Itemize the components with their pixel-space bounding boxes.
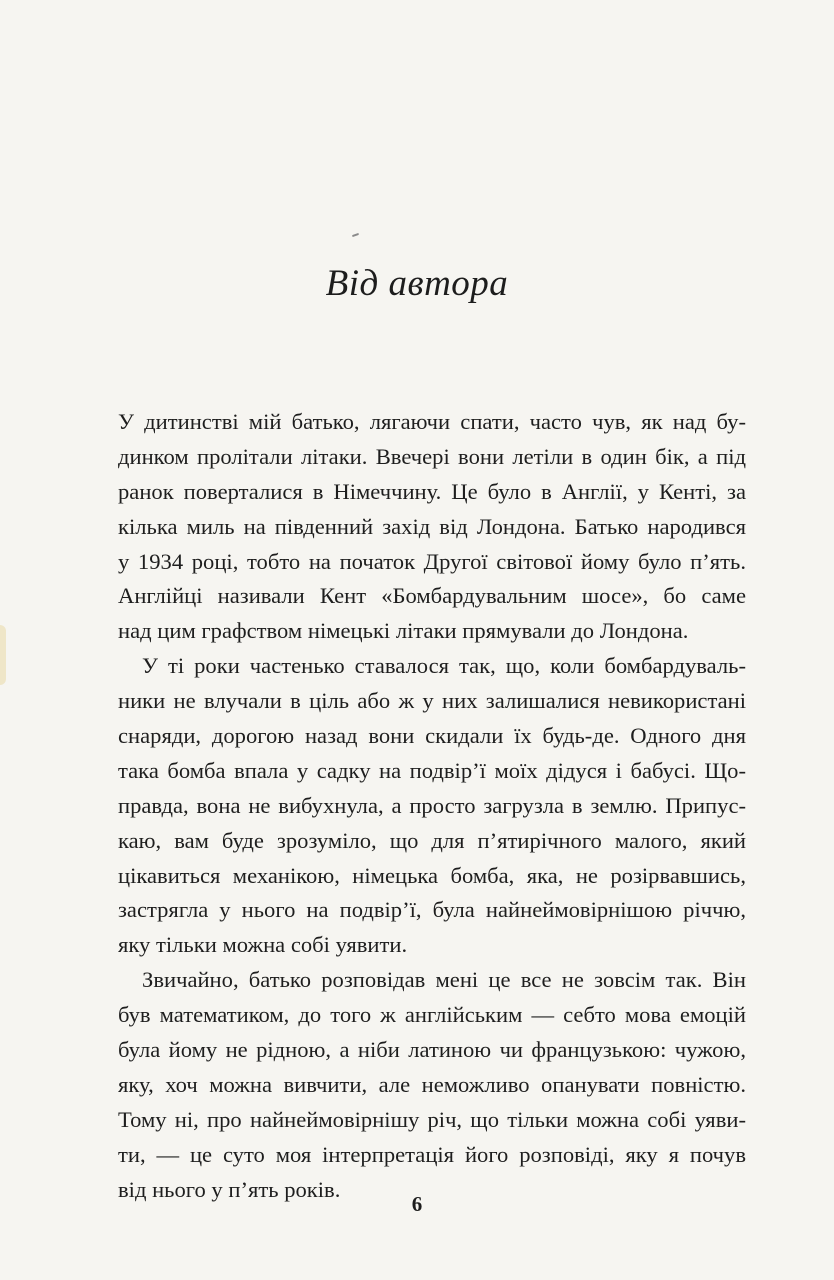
page-number: 6 <box>411 1192 423 1216</box>
text-line: від нього у п’ять років. <box>118 1176 341 1202</box>
text-line: Звичайно, батько розповідав мені це все не зовсім так. Він <box>142 967 746 993</box>
paragraph <box>118 963 746 1207</box>
text-line: була йому не рідною, а ніби латиною чи французькою: чужою, <box>118 1037 746 1063</box>
text-line: ти, — це суто моя інтерпретація його розповіді, яку я почув <box>118 1141 746 1167</box>
paragraph <box>118 649 746 963</box>
page-edge-mark <box>0 625 6 685</box>
text-line: кілька миль на південний захід від Лондона. Батько народився <box>118 513 746 539</box>
chapter-title: Від автора <box>325 263 509 304</box>
body-text <box>118 405 746 1207</box>
text-line: яку, хоч можна вивчити, але неможливо опанувати повністю. <box>118 1071 746 1097</box>
text-line: ники не влучали в ціль або ж у них залишалися невикористані <box>118 688 746 714</box>
text-line: така бомба впала у садку на подвір’ї моїх дідуся і бабусі. Що- <box>118 757 746 783</box>
print-speck <box>352 233 359 237</box>
text-line: снаряди, дорогою назад вони скидали їх будь-де. Одного дня <box>118 723 746 749</box>
text-line: У ті роки частенько ставалося так, що, коли бомбардуваль- <box>142 653 746 679</box>
text-line: над цим графством німецькі літаки прямували до Лондона. <box>118 618 689 644</box>
text-line: ранок поверталися в Німеччину. Це було в Англії, у Кенті, за <box>118 478 746 504</box>
text-line: Тому ні, про найнеймовірнішу річ, що тільки можна собі уяви- <box>118 1106 746 1132</box>
text-line: У дитинстві мій батько, лягаючи спати, часто чув, як над бу- <box>118 409 746 434</box>
text-line: каю, вам буде зрозуміло, що для п’ятирічного малого, який <box>118 827 746 853</box>
text-line: був математиком, до того ж англійським — себто мова емоцій <box>118 1002 746 1028</box>
text-line: у 1934 році, тобто на початок Другої світової йому було п’ять. <box>118 548 746 574</box>
text-line: цікавиться механікою, німецька бомба, яка, не розірвавшись, <box>118 862 746 888</box>
text-line: яку тільки можна собі уявити. <box>118 932 408 958</box>
text-line: динком пролітали літаки. Ввечері вони летіли в один бік, а під <box>118 443 746 469</box>
paragraph <box>118 405 746 649</box>
text-line: застрягла у нього на подвір’ї, була найнеймовірнішою річчю, <box>118 897 746 923</box>
text-line: правда, вона не вибухнула, а просто загрузла в землю. Припус- <box>118 792 746 818</box>
text-line: Англійці називали Кент «Бомбардувальним шосе», бо саме <box>118 583 746 609</box>
